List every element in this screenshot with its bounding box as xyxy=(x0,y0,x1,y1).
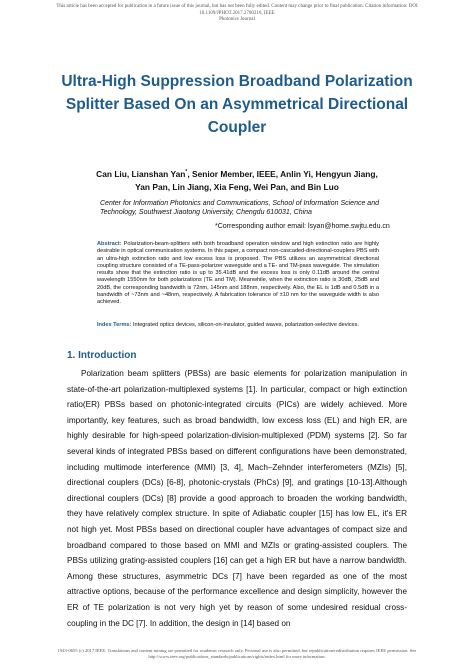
publication-notice-line1: This article has been accepted for publication in a future issue of this journal, but has not been fully edited. Content may change prior to final publication. Citation information: DOI 10.1109/JPHOT.2017.2700216, IEEE xyxy=(56,4,418,16)
author-line-2: Yan Pan, Lin Jiang, Xia Feng, Wei Pan, and Bin Luo xyxy=(135,181,339,192)
copyright-footer xyxy=(20,648,454,660)
abstract xyxy=(97,241,379,307)
footer-line1: 1943-0655 (c) 2017 IEEE. Translations and content mining are permitted for academic research only. Personal use is also permitted, but republication/redistribution requires IEEE permission. See xyxy=(57,648,417,653)
footer-line2: http://www.ieee.org/publications_standards/publications/rights/index.html for more information. xyxy=(148,654,326,659)
corresponding-mark: * xyxy=(185,169,188,175)
paper-title: Ultra-High Suppression Broadband Polarization Splitter Based On an Asymmetrical Directional Coupler xyxy=(61,73,413,136)
author-line-1-rest: , Senior Member, IEEE, Anlin Yi, Hengyun Jiang, xyxy=(187,168,378,179)
abstract-text: Polarization-beam-splitters with both broadband operation window and high extinction ratio are highly desirable in optical communication systems. In this paper, a compact non-cascaded-directional-couplers PBS with an ultra-high extinction ratio and low excess loss is proposed. The PBS utilizes an asymmetrical directional coupling structure consisted of a TE-pass-polarizer waveguide and a TE- and TM-pass waveguide. The simulation results show that the extinction ratio is up to 35.41dB and the excess loss is only 0.11dB around the central wavelength 1550nm for both polarizations (TE and TM). Meanwhile, when the extinction ratio is 30dB, 25dB and 20dB, the corresponding bandwidth is 72nm, 145nm and 188nm, respectively. Also, the EL is 1dB and 0.5dB in a bandwidth of ~73nm and ~48nm, respectively. A fabrication tolerance of ±10 nm for the waveguide width is also achieved. xyxy=(97,241,379,306)
affiliation: Center for Information Photonics and Communications, School of Information Science and Technology, Southwest Jiaotong University, Chengdu 610031, China xyxy=(100,200,379,216)
corresponding-email: *Corresponding author email: lsyan@home.swjtu.edu.cn xyxy=(215,223,390,230)
abstract-label: Abstract: xyxy=(97,241,122,247)
index-terms-label: Index Terms: xyxy=(97,322,132,328)
publication-notice-line2: Photonics Journal xyxy=(219,17,255,22)
index-terms xyxy=(97,322,379,329)
author-list xyxy=(60,166,414,194)
author-line-1 xyxy=(60,166,414,181)
introduction-body xyxy=(67,366,407,631)
section-heading-introduction: 1. Introduction xyxy=(67,350,137,361)
index-terms-text: Integrated optics devices, silicon-on-insulator, guided waves, polarization-selective devices. xyxy=(132,322,360,328)
publication-notice xyxy=(30,4,444,24)
introduction-paragraph: Polarization beam splitters (PBSs) are basic elements for polarization manipulation in state-of-the-art polarization-multiplexed systems [1]. In particular, compact or high extinction ratio(ER) PBSs based on photonic-integrated circuits (PICs) are widely achieved. More importantly, key features, such as broad bandwidth, low excess loss (EL) and high ER, are highly desirable for high-speed polarization-division-multiplexed (PDM) systems [2]. So far several kinds of integrated PBSs based on different configurations have been demonstrated, including multimode interference (MMI) [3, 4], Mach–Zehnder interferometers (MZIs) [5], directional couplers (DCs) [6-8], photonic-crystals (PhCs) [9], and gratings [10-13].Although directional couplers (DCs) [8] provide a good approach to broaden the working bandwidth, they have relatively complex structure. In spite of Adiabatic coupler [15] has low EL, it's ER not high yet. Most PBSs based on directional coupler have advantages of compact size and broadband compared to those based on MMI and MZIs or grating-assisted couplers. The PBSs utilizing grating-assisted couplers [16] can get a high ER but have a narrow bandwidth. Among these structures, asymmetric DCs [7] have been regarded as one of the most attractive options, because of the performance excellence and design simplicity, however the ER of TE polarization is not very high yet by reason of some undesired residual cross-coupling in the DC [7]. In addition, the design in [14] based on xyxy=(67,369,407,628)
author-line-1-start: Can Liu, Lianshan Yan xyxy=(96,168,186,179)
